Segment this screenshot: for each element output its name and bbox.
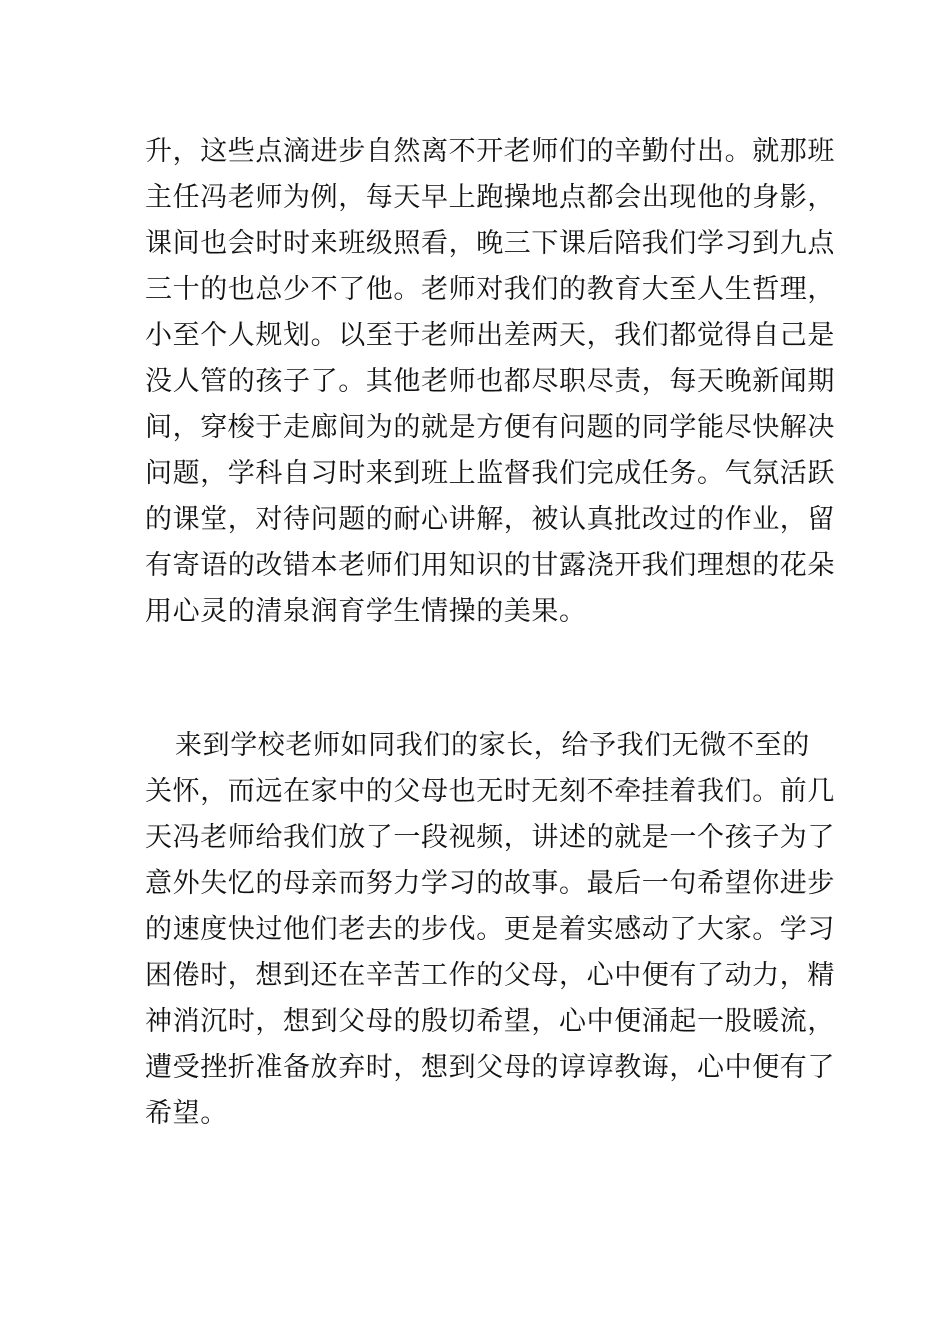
paragraph-line: 的速度快过他们老去的步伐。更是着实感动了大家。学习 — [145, 914, 835, 945]
paragraph-line: 三十的也总少不了他。老师对我们的教育大至人生哲理， — [145, 274, 835, 305]
paragraph-line: 小至个人规划。以至于老师出差两天，我们都觉得自己是 — [145, 320, 835, 351]
paragraph-line: 没人管的孩子了。其他老师也都尽职尽责，每天晚新闻期 — [145, 366, 835, 397]
paragraph-line: 希望。 — [145, 1098, 228, 1129]
paragraph-line: 有寄语的改错本老师们用知识的甘露浇开我们理想的花朵 — [145, 550, 835, 581]
paragraph-line: 天冯老师给我们放了一段视频，讲述的就是一个孩子为了 — [145, 822, 835, 853]
paragraph-line: 课间也会时时来班级照看，晚三下课后陪我们学习到九点 — [145, 228, 835, 259]
paragraph-line: 的课堂，对待问题的耐心讲解，被认真批改过的作业，留 — [145, 504, 835, 535]
paragraph-line: 困倦时，想到还在辛苦工作的父母，心中便有了动力，精 — [145, 960, 835, 991]
paragraph-parents — [145, 723, 835, 1137]
paragraph-line: 神消沉时，想到父母的殷切希望，心中便涌起一股暖流， — [145, 1006, 835, 1037]
paragraph-line: 升，这些点滴进步自然离不开老师们的辛勤付出。就那班 — [145, 136, 835, 167]
paragraph-teachers — [145, 129, 835, 635]
paragraph-line: 主任冯老师为例，每天早上跑操地点都会出现他的身影， — [145, 182, 835, 213]
paragraph-line: 间，穿梭于走廊间为的就是方便有问题的同学能尽快解决 — [145, 412, 835, 443]
paragraph-line: 问题，学科自习时来到班上监督我们完成任务。气氛活跃 — [145, 458, 835, 489]
paragraph-line: 用心灵的清泉润育学生情操的美果。 — [145, 596, 587, 627]
paragraph-line: 关怀，而远在家中的父母也无时无刻不牵挂着我们。前几 — [145, 776, 835, 807]
paragraph-line: 遭受挫折准备放弃时，想到父母的谆谆教诲，心中便有了 — [145, 1052, 835, 1083]
paragraph-line: 来到学校老师如同我们的家长，给予我们无微不至的 — [175, 730, 810, 761]
paragraph-line: 意外失忆的母亲而努力学习的故事。最后一句希望你进步 — [145, 868, 835, 899]
